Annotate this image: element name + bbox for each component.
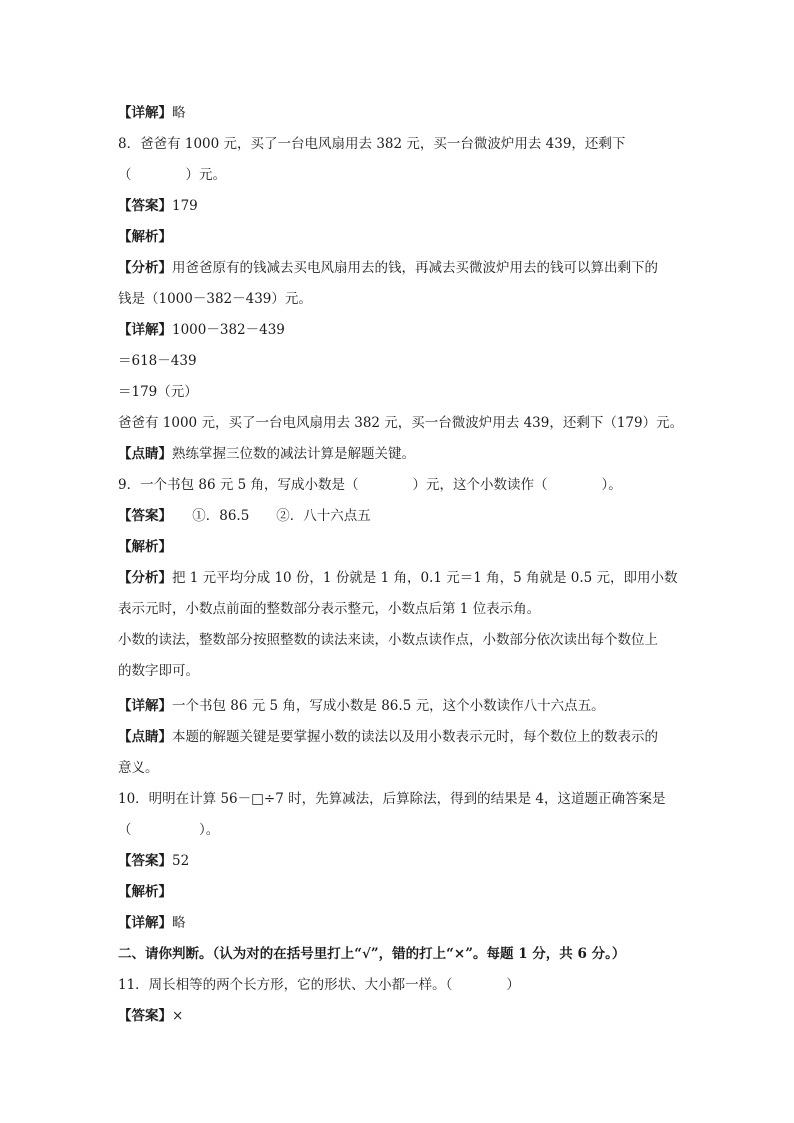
analysis-line-cont	[118, 662, 688, 680]
remark-tag: 【点睛】	[118, 446, 172, 462]
detail-text: 1000－382－439	[172, 322, 285, 338]
detail-text: 略	[172, 915, 186, 931]
analysis-tag: 【解析】	[118, 539, 172, 555]
answer-tag: 【答案】	[118, 198, 172, 214]
analysis-tag: 【解析】	[118, 229, 172, 245]
remark-text: 本题的解题关键是要掌握小数的读法以及用小数表示元时，每个数位上的数表示的	[172, 729, 658, 745]
analysis-line	[118, 569, 688, 587]
analysis-line-cont	[118, 290, 688, 308]
question-9-line: 9．一个书包 86 元 5 角，写成小数是（ ）元，这个小数读作（ ）。	[118, 477, 622, 493]
answer-line	[118, 507, 688, 525]
answer-text: ①．86.5 ②．八十六点五	[165, 508, 371, 524]
answer-line	[118, 852, 688, 870]
detail-tag: 【详解】	[118, 915, 172, 931]
detail-tag: 【详解】	[118, 322, 172, 338]
answer-text: 52	[172, 853, 190, 869]
remark-line	[118, 728, 688, 746]
answer-tag: 【答案】	[118, 1008, 172, 1024]
detail-tag: 【详解】	[118, 105, 172, 121]
analysis-text-cont: 表示元时，小数点前面的整数部分表示整元，小数点后第 1 位表示角。	[118, 601, 541, 617]
question-11-line: 11．周长相等的两个长方形，它的形状、大小都一样。（ ）	[118, 977, 520, 993]
remark-text-cont: 意义。	[118, 760, 159, 776]
answer-tag: 【答案】	[118, 853, 172, 869]
conclusion-line	[118, 414, 688, 432]
analysis-line-cont	[118, 600, 688, 618]
answer-text: 179	[172, 198, 198, 214]
analysis-heading	[118, 228, 688, 246]
analysis-text-cont: 的数字即可。	[118, 663, 199, 679]
analysis-sub-tag: 【分析】	[118, 260, 172, 276]
answer-text: ×	[172, 1008, 184, 1024]
remark-text: 熟练掌握三位数的减法计算是解题关键。	[172, 446, 415, 462]
analysis-text: 把 1 元平均分成 10 份，1 份就是 1 角，0.1 元＝1 角，5 角就是 0.5 元，即用小数	[172, 570, 678, 586]
question-10-text-cont	[118, 821, 688, 839]
analysis-heading	[118, 883, 688, 901]
detail-line	[118, 697, 688, 715]
analysis-text: 用爸爸原有的钱减去买电风扇用去的钱，再减去买微波炉用去的钱可以算出剩下的	[172, 260, 658, 276]
question-9-text	[118, 476, 688, 494]
remark-line-cont	[118, 759, 688, 777]
detail-line	[118, 104, 688, 122]
remark-line	[118, 445, 688, 463]
remark-tag: 【点睛】	[118, 729, 172, 745]
answer-tag: 【答案】	[118, 508, 166, 524]
section-heading-text: 二、请你判断。（认为对的在括号里打上“√”，错的打上“×”。每题 1 分，共 6 分。）	[118, 946, 626, 962]
detail-line	[118, 914, 688, 932]
section-heading	[118, 945, 688, 963]
calc-step-text: ＝618－439	[118, 353, 197, 369]
analysis-line	[118, 259, 688, 277]
calc-step	[118, 352, 688, 370]
detail-text: 略	[172, 105, 186, 121]
analysis-text-cont: 小数的读法，整数部分按照整数的读法来读，小数点读作点，小数部分依次读出每个数位上	[118, 632, 658, 648]
question-10-text	[118, 790, 688, 808]
detail-line	[118, 321, 688, 339]
analysis-sub-tag: 【分析】	[118, 570, 172, 586]
answer-line	[118, 1007, 688, 1025]
calc-step	[118, 383, 688, 401]
analysis-heading	[118, 538, 688, 556]
question-10-line-2: （ ）。	[118, 822, 220, 838]
analysis-line-cont	[118, 631, 688, 649]
question-8-line-1: 8．爸爸有 1000 元，买了一台电风扇用去 382 元，买一台微波炉用去 439，还剩下	[118, 136, 626, 152]
analysis-text-cont: 钱是（1000－382－439）元。	[118, 291, 312, 307]
question-8-text-cont	[118, 166, 688, 184]
conclusion-text: 爸爸有 1000 元，买了一台电风扇用去 382 元，买一台微波炉用去 439，还剩下（179）元。	[118, 415, 684, 431]
detail-text: 一个书包 86 元 5 角，写成小数是 86.5 元，这个小数读作八十六点五。	[172, 698, 605, 714]
question-10-line-1: 10．明明在计算 56－□÷7 时，先算减法，后算除法，得到的结果是 4，这道题正确答案是	[118, 791, 666, 807]
answer-line	[118, 197, 688, 215]
analysis-tag: 【解析】	[118, 884, 172, 900]
question-11-text	[118, 976, 688, 994]
question-8-line-2: （ ）元。	[118, 167, 226, 183]
question-8-text	[118, 135, 688, 153]
calc-step-text: ＝179（元）	[118, 384, 198, 400]
detail-tag: 【详解】	[118, 698, 172, 714]
